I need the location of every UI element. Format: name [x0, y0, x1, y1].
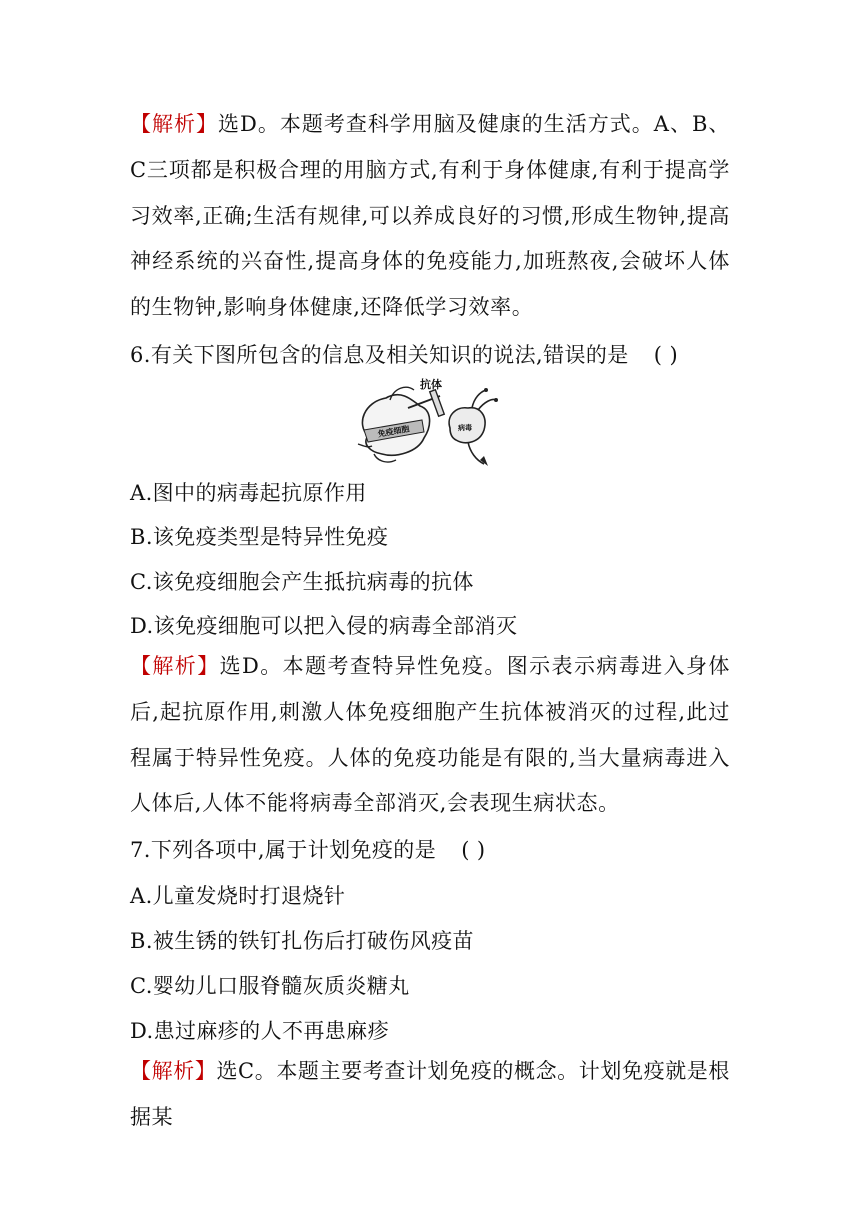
question-6-stem: 6.有关下图所包含的信息及相关知识的说法,错误的是 ( ) [130, 343, 679, 367]
q6-option-a: A.图中的病毒起抗原作用 [130, 481, 367, 505]
answer-blank: ( ) [653, 343, 679, 367]
analysis-text: 选C。本题主要考查计划免疫的概念。计划免疫就是根据某 [130, 1059, 730, 1129]
analysis-paragraph-q5 [130, 102, 730, 331]
analysis-paragraph-q6 [130, 644, 730, 827]
analysis-text: 选D。本题考查科学用脑及健康的生活方式。A、B、C三项都是积极合理的用脑方式,有利于身体健康,有利于提高学习效率,正确;生活有规律,可以养成良好的习惯,形成生物钟,提高神经系统的兴奋性,提高身体的免疫能力,加班熬夜,会破坏人体的生物钟,影响身体健康,还降低学习效率。 [130, 112, 730, 320]
q7-option-c: C.婴幼儿口服脊髓灰质炎糖丸 [130, 974, 410, 998]
immune-cell-virus-figure [348, 376, 502, 468]
q6-option-c: C.该免疫细胞会产生抵抗病毒的抗体 [130, 570, 474, 594]
analysis-tag: 【解析】 [130, 112, 218, 136]
q6-option-b: B.该免疫类型是特异性免疫 [130, 525, 389, 549]
answer-blank: ( ) [461, 838, 486, 862]
immune-cell-label: 免疫细胞 [377, 424, 411, 439]
analysis-tag: 【解析】 [130, 654, 220, 678]
analysis-paragraph-q7 [130, 1049, 730, 1141]
q7-option-d: D.患过麻疹的人不再患麻疹 [130, 1019, 389, 1043]
antibody-label: 抗体 [420, 378, 442, 391]
virus-label: 病毒 [458, 424, 472, 432]
q6-option-d: D.该免疫细胞可以把入侵的病毒全部消灭 [130, 614, 518, 638]
analysis-text: 选D。本题考查特异性免疫。图示表示病毒进入身体后,起抗原作用,刺激人体免疫细胞产生抗体被消灭的过程,此过程属于特异性免疫。人体的免疫功能是有限的,当大量病毒进入人体后,人体不能将病毒全部消灭,会表现生病状态。 [130, 654, 730, 816]
analysis-tag: 【解析】 [130, 1059, 217, 1083]
q7-option-a: A.儿童发烧时打退烧针 [130, 884, 346, 908]
question-7-stem: 7.下列各项中,属于计划免疫的是 ( ) [130, 838, 486, 862]
q7-option-b: B.被生锈的铁钉扎伤后打破伤风疫苗 [130, 929, 474, 953]
